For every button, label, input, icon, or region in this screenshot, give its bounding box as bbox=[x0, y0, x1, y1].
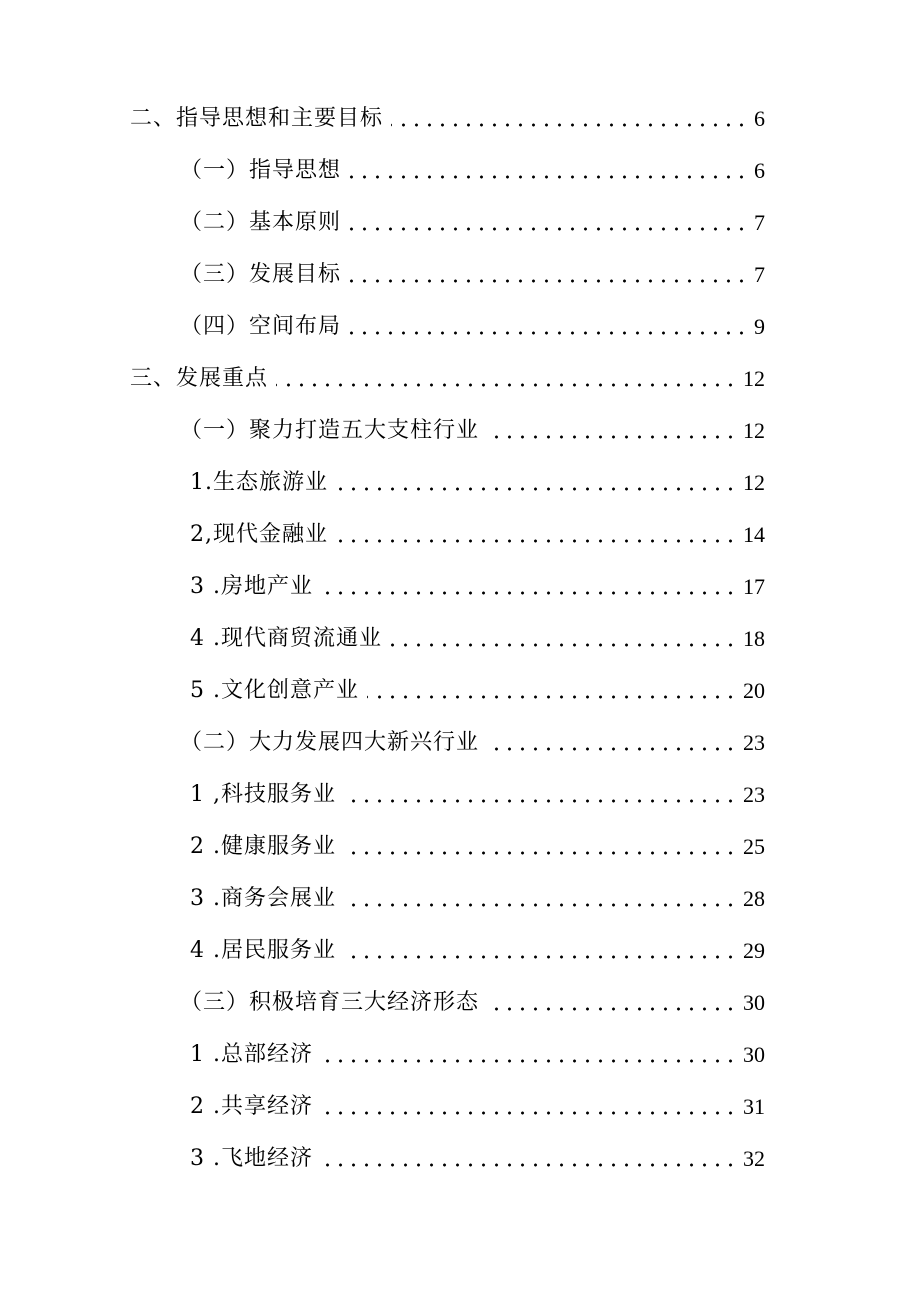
toc-entry-page: 6 bbox=[754, 158, 765, 183]
toc-entry[interactable] bbox=[180, 256, 765, 290]
dot-leader bbox=[321, 1059, 737, 1063]
toc-entry[interactable] bbox=[190, 776, 765, 810]
toc-entry-page: 18 bbox=[743, 626, 765, 651]
toc-entry[interactable] bbox=[190, 1036, 765, 1070]
toc-entry-page: 30 bbox=[743, 1042, 765, 1067]
toc-entry[interactable] bbox=[190, 932, 765, 966]
dot-leader bbox=[344, 903, 737, 907]
toc-entry-title: 二、指导思想和主要目标 bbox=[130, 106, 384, 131]
toc-entry-title: 4 .现代商贸流通业 bbox=[190, 626, 382, 651]
toc-entry-page: 7 bbox=[754, 210, 765, 235]
toc-entry[interactable] bbox=[190, 516, 765, 550]
toc-entry-title: （三）积极培育三大经济形态 bbox=[180, 990, 480, 1015]
toc-entry-page: 12 bbox=[743, 366, 765, 391]
toc-entry-title: 2 .共享经济 bbox=[190, 1094, 313, 1119]
toc-entry-page: 31 bbox=[743, 1094, 765, 1119]
dot-leader bbox=[390, 643, 737, 647]
toc-entry-title: 3 .房地产业 bbox=[190, 574, 313, 599]
toc-entry[interactable] bbox=[190, 620, 765, 654]
dot-leader bbox=[487, 1007, 737, 1011]
dot-leader bbox=[336, 487, 737, 491]
toc-entry[interactable] bbox=[190, 828, 765, 862]
toc-entry[interactable] bbox=[130, 100, 765, 134]
toc-entry-title: （四）空间布局 bbox=[180, 314, 342, 339]
toc-entry-page: 9 bbox=[754, 314, 765, 339]
toc-entry-title: 5 .文化创意产业 bbox=[190, 678, 359, 703]
toc-entry-page: 14 bbox=[743, 522, 765, 547]
dot-leader bbox=[349, 227, 748, 231]
toc-entry-title: 1.生态旅游业 bbox=[190, 470, 328, 495]
toc-entry[interactable] bbox=[190, 880, 765, 914]
toc-entry[interactable] bbox=[130, 360, 765, 394]
toc-entry-title: 2 .健康服务业 bbox=[190, 834, 336, 859]
toc-entry[interactable] bbox=[180, 724, 765, 758]
dot-leader bbox=[487, 435, 737, 439]
dot-leader bbox=[344, 851, 737, 855]
toc-entry[interactable] bbox=[190, 1088, 765, 1122]
toc-entry-page: 25 bbox=[743, 834, 765, 859]
dot-leader bbox=[321, 591, 737, 595]
toc-entry[interactable] bbox=[180, 412, 765, 446]
toc-entry-title: （二）基本原则 bbox=[180, 210, 342, 235]
toc-entry-page: 23 bbox=[743, 782, 765, 807]
toc-entry-title: 三、发展重点 bbox=[130, 366, 269, 391]
toc-entry-page: 20 bbox=[743, 678, 765, 703]
dot-leader bbox=[336, 539, 737, 543]
toc-entry[interactable] bbox=[190, 568, 765, 602]
toc-entry-page: 6 bbox=[754, 106, 765, 131]
toc-entry-page: 12 bbox=[743, 470, 765, 495]
toc-entry-title: （一）聚力打造五大支柱行业 bbox=[180, 418, 480, 443]
toc-entry-title: （二）大力发展四大新兴行业 bbox=[180, 730, 480, 755]
dot-leader bbox=[349, 175, 748, 179]
toc-entry-page: 17 bbox=[743, 574, 765, 599]
toc-entry-title: （三）发展目标 bbox=[180, 262, 342, 287]
toc-entry-title: 3 .商务会展业 bbox=[190, 886, 336, 911]
dot-leader bbox=[344, 955, 737, 959]
dot-leader bbox=[391, 123, 748, 127]
toc-entry[interactable] bbox=[180, 984, 765, 1018]
toc-entry-page: 28 bbox=[743, 886, 765, 911]
toc-entry-title: 1 .总部经济 bbox=[190, 1042, 313, 1067]
toc-entry-page: 23 bbox=[743, 730, 765, 755]
toc-entry[interactable] bbox=[190, 672, 765, 706]
dot-leader bbox=[349, 279, 748, 283]
toc-entry[interactable] bbox=[190, 1140, 765, 1174]
dot-leader bbox=[276, 383, 737, 387]
toc-entry[interactable] bbox=[180, 308, 765, 342]
dot-leader bbox=[349, 331, 748, 335]
dot-leader bbox=[321, 1163, 737, 1167]
toc-entry-title: （一）指导思想 bbox=[180, 158, 342, 183]
toc-entry[interactable] bbox=[190, 464, 765, 498]
toc-entry-title: 2,现代金融业 bbox=[190, 522, 328, 547]
toc-entry-title: 4 .居民服务业 bbox=[190, 938, 336, 963]
dot-leader bbox=[367, 695, 737, 699]
dot-leader bbox=[321, 1111, 737, 1115]
dot-leader bbox=[487, 747, 737, 751]
toc-entry[interactable] bbox=[180, 152, 765, 186]
toc-entry-page: 29 bbox=[743, 938, 765, 963]
toc-entry-title: 3 .飞地经济 bbox=[190, 1146, 313, 1171]
toc-entry-page: 12 bbox=[743, 418, 765, 443]
toc-entry[interactable] bbox=[180, 204, 765, 238]
toc-entry-page: 7 bbox=[754, 262, 765, 287]
toc-entry-page: 30 bbox=[743, 990, 765, 1015]
dot-leader bbox=[344, 799, 737, 803]
toc-entry-page: 32 bbox=[743, 1146, 765, 1171]
toc-entry-title: 1 ,科技服务业 bbox=[190, 782, 336, 807]
